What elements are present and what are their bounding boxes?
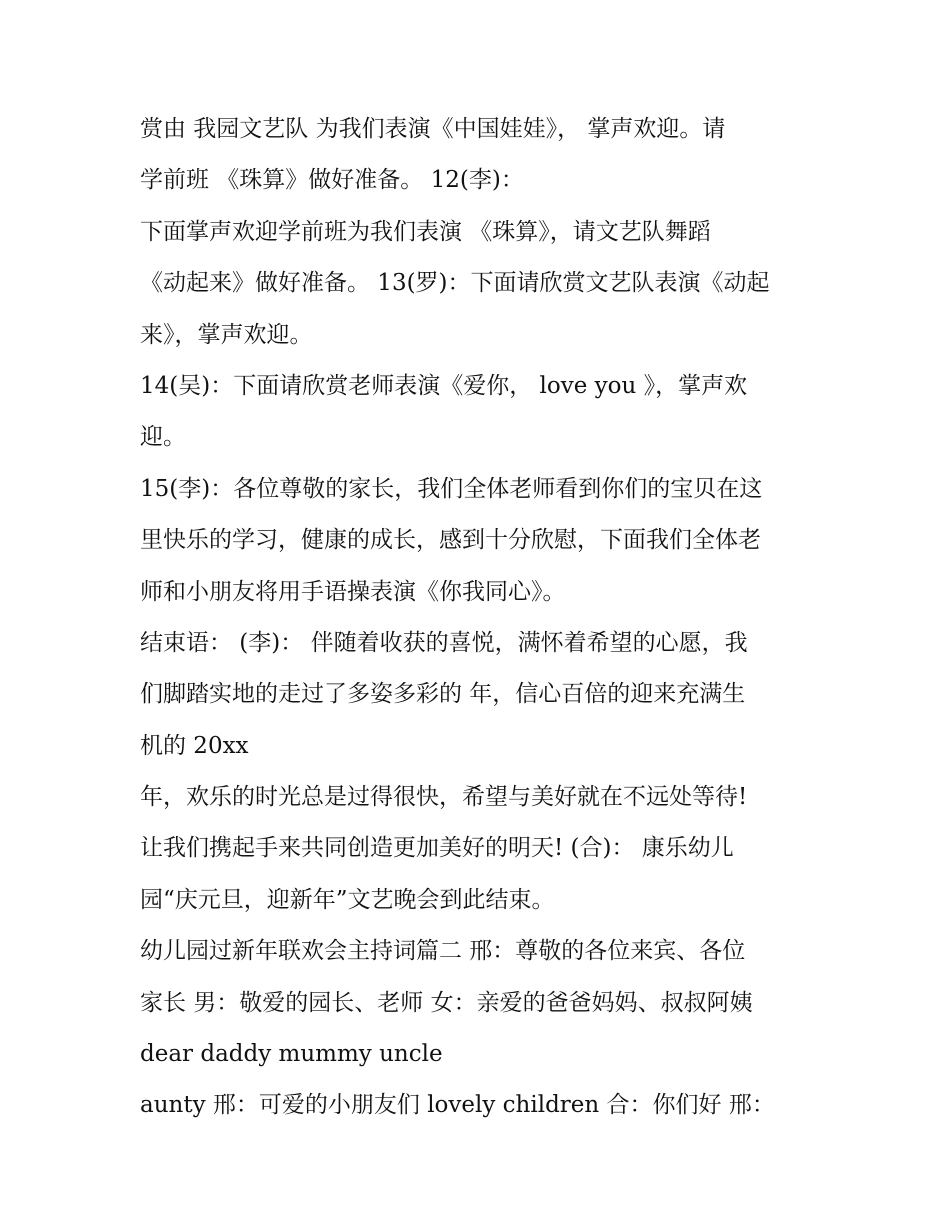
text-line: 家长 男：敬爱的园长、老师 女：亲爱的爸爸妈妈、叔叔阿姨 xyxy=(140,989,753,1016)
text-line: 里快乐的学习，健康的成长，感到十分欣慰，下面我们全体老 xyxy=(140,527,761,554)
text-line: 机的 20xx xyxy=(140,732,249,759)
text-line: 结束语： (李)： 伴随着收获的喜悦，满怀着希望的心愿，我 xyxy=(140,629,748,656)
text-line: 下面掌声欢迎学前班为我们表演 《珠算》，请文艺队舞蹈 xyxy=(140,218,711,245)
text-line: 幼儿园过新年联欢会主持词篇二 邢：尊敬的各位来宾、各位 xyxy=(140,938,746,965)
text-line: 赏由 我园文艺队 为我们表演《中国娃娃》， 掌声欢迎。请 xyxy=(140,116,726,142)
text-line: 让我们携起手来共同创造更加美好的明天! (合)： 康乐幼儿 xyxy=(140,835,734,862)
text-line: 迎。 xyxy=(140,424,186,451)
text-line: dear daddy mummy uncle xyxy=(140,1041,443,1068)
text-line: 《动起来》做好准备。 13(罗)：下面请欣赏文艺队表演《动起 xyxy=(140,270,770,297)
text-line: 们脚踏实地的走过了多姿多彩的 年，信心百倍的迎来充满生 xyxy=(140,681,746,708)
text-line: 14(吴)：下面请欣赏老师表演《爱你， love you 》，掌声欢 xyxy=(140,372,748,399)
text-line: 15(李)：各位尊敬的家长，我们全体老师看到你们的宝贝在这 xyxy=(140,475,763,502)
text-line: 来》，掌声欢迎。 xyxy=(140,321,313,348)
text-line: 师和小朋友将用手语操表演《你我同心》。 xyxy=(140,578,566,605)
text-line: 园“庆元旦，迎新年”文艺晚会到此结束。 xyxy=(140,886,555,913)
body-text xyxy=(140,108,840,1136)
text-line: aunty 邢：可爱的小朋友们 lovely children 合：你们好 邢： xyxy=(140,1092,775,1119)
text-line: 学前班 《珠算》做好准备。 12(李)： xyxy=(140,167,524,194)
text-line: 年，欢乐的时光总是过得很快，希望与美好就在不远处等待! xyxy=(140,784,748,811)
